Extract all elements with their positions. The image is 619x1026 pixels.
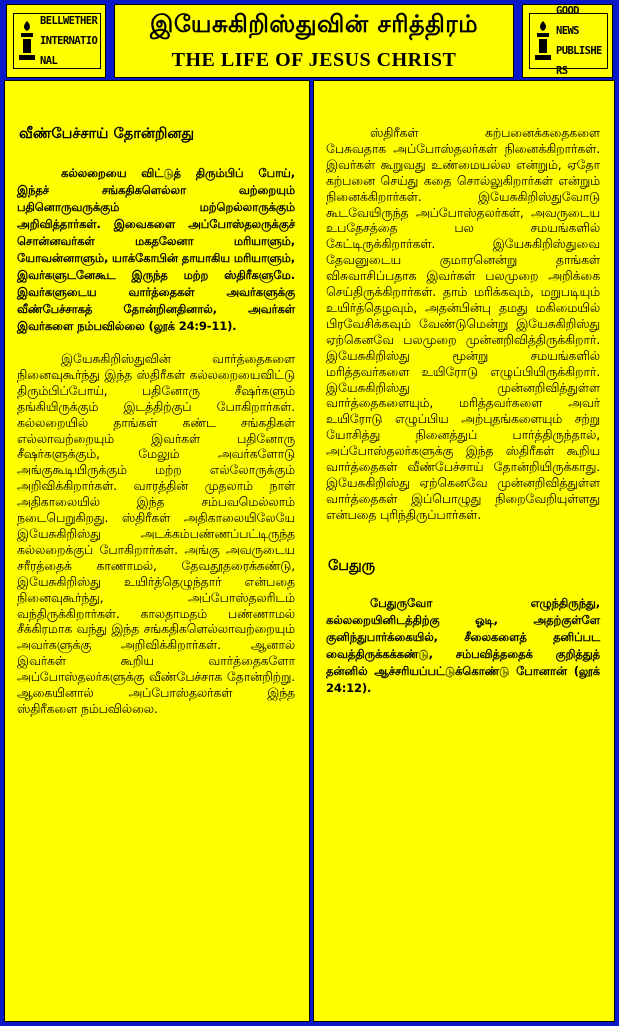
good-news-line2: PUBLISHERS — [556, 45, 602, 77]
good-news-line1: GOOD NEWS — [556, 5, 579, 37]
body-paragraph: ஸ்திரீகள் கற்பனைக்கதைகளை பேசுவதாக அப்போஸ்தலர்கள் நினைக்கிறார்கள். இவர்கள் கூறுவது உண்மையல்ல என்றும், ஏதோ கற்பனை செய்து கதை சொல்லுகிறார்கள் என்றும் நினைக்கிறார்கள். இயேசுகிறிஸ்துவோடு கூடவேயிருந்த அப்போஸ்தலர்கள், அவருடைய உபதேசத்தை பல சமயங்களில் கேட்டிருக்கிறார்கள். இயேசுகிறிஸ்துவை தேவனுடைய குமாரனென்று தாங்கள் விசுவாசிப்பதாக இவர்கள் பலமுறை அறிக்கை செய்திருக்கிறார்கள். தாம் மரிக்கவும், மறுபடியும் உயிர்த்தெழவும், அதன்பின்பு தமது மகிமையில் பிரவேசிக்கவும் வேண்டுமென்று இயேசுகிறிஸ்து ஏற்கெனவே பலமுறை முன்னறிவித்திருக்கிறார். இயேசுகிறிஸ்து மூன்று சமயங்களில் மரித்தவர்களை உயிரோடு எழுப்பியிருக்கிறார். இயேசுகிறிஸ்து முன்னறிவித்துள்ள வார்த்தைகளையும், மரித்தவர்களை அவர் உயிரோடு எழுப்பிய அற்புதங்களையும் சற்று யோசித்து நினைத்துப் பார்த்திருந்தால், அப்போஸ்தலர்களுக்கு இந்த ஸ்திரீகள் கூறிய வார்த்தைகள் வீண்பேச்சாய் தோன்றியிருக்காது. இயேசுகிறிஸ்து ஏற்கெனவே முன்னறிவித்துள்ள வார்த்தைகள் இப்பொழுது நிறைவேறியுள்ளது என்பதை புரிந்திருப்பார்கள். — [326, 125, 600, 522]
good-news-logo-text — [556, 1, 607, 81]
bellwether-line1: BELLWETHER — [40, 15, 98, 27]
good-news-logo — [522, 4, 613, 78]
body-paragraph: இயேசுகிறிஸ்துவின் வார்த்தைகளை நினைவுகூர்ந்து இந்த ஸ்திரீகள் கல்லறையைவிட்டு திரும்பிப்போய், பதினோரு சீஷர்களும் தங்கியிருக்கும் இடத்திற்குப் போகிறார்கள். கல்லறையில் தாங்கள் கண்ட சங்கதிகள் எல்லாவற்றையும் இவர்கள் பதினோரு சீஷர்களுக்கும், மேலும் அவர்களோடு அங்குகூடியிருக்கும் மற்ற எல்லோருக்கும் அறிவிக்கிறார்கள். வாரத்தின் முதலாம் நாள் அதிகாலையில் இந்த சம்பவமெல்லாம் நடைபெறுகிறது. ஸ்திரீகள் அதிகாலையிலேயே இயேசுகிறிஸ்து அடக்கம்பண்ணப்பட்டிருந்த கல்லறைக்குப் போகிறார்கள். அங்கு அவருடைய சரீரத்தைக் காணாமல், தேவதூதரைக்கண்டு, இயேசுகிறிஸ்து உயிர்த்தெழுந்தார் என்பதை நினைவுகூர்ந்து, அப்போஸ்தலரிடம் வந்திருக்கிறார்கள். காலதாமதம் பண்ணாமல் சீக்கிரமாக வந்து இந்த சங்கதிகளெல்லாவற்றையும் அவர்களுக்கு அறிவிக்கிறார்கள். ஆனால் இவர்கள் கூறிய வார்த்தைகளோ அப்போஸ்தலர்களுக்கு வீண்பேச்சாக தோன்றிற்று. ஆகையினால் அப்போஸ்தலர்கள் இந்த ஸ்திரீகளை நம்பவில்லை. — [17, 351, 295, 716]
bellwether-logo-frame — [13, 13, 101, 69]
title-english: THE LIFE OF JESUS CHRIST — [171, 49, 457, 71]
right-column — [313, 80, 615, 1022]
bellwether-logo — [6, 4, 106, 78]
scripture-paragraph: பேதுருவோ எழுந்திருந்து, கல்லறையினிடத்திற்கு ஓடி, அதற்குள்ளே குனிந்துபார்க்கையில், சீலைகளைத் தனிப்பட வைத்திருக்கக்கண்டு, சம்பவித்ததைக் குறித்துத் தன்னில் ஆச்சரியப்பட்டுக்கொண்டு போனான் (லூக் 24:12). — [326, 595, 600, 695]
good-news-logo-frame — [529, 5, 608, 77]
bellwether-logo-text — [40, 11, 100, 71]
title-tamil: இயேசுகிறிஸ்துவின் சரித்திரம் — [149, 9, 479, 38]
lamp-icon — [17, 19, 37, 63]
scripture-paragraph: கல்லறையை விட்டுத் திரும்பிப் போய், இந்தச் சங்கதிகளெல்லா வற்றையும் பதினொருவருக்கும் மற்றெல்லாருக்கும் அறிவித்தார்கள். இவைகளை அப்போஸ்தலருக்குச் சொன்னவர்கள் மகதலேனா மரியாளும், யோவன்னாளும், யாக்கோபின் தாயாகிய மரியாளும், இவர்களுடனேகூட இருந்த மற்ற ஸ்திரீகளுமே. இவர்களுடைய வார்த்தைகள் அவர்களுக்கு வீண்பேச்சாகத் தோன்றினதினால், அவர்கள் இவர்களை நம்பவில்லை (லூக் 24:9-11). — [17, 166, 296, 333]
lamp-icon — [533, 19, 553, 63]
section-heading-peter: பேதுரு — [328, 557, 376, 574]
section-heading-vain-talk: வீண்பேச்சாய் தோன்றினது — [19, 126, 195, 142]
title-banner — [114, 4, 514, 78]
left-column — [4, 80, 310, 1022]
bellwether-line2: INTERNATIONAL — [40, 35, 98, 67]
